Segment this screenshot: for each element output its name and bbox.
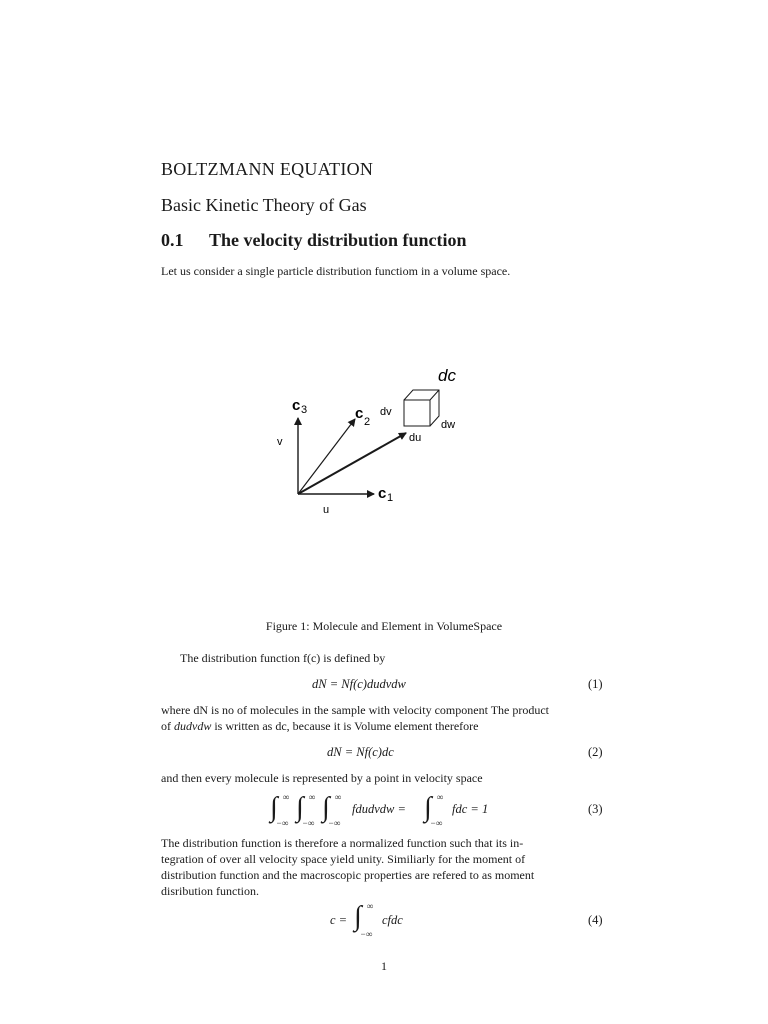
du-label: du — [409, 432, 422, 444]
explanation-suffix: is written as dc, because it is Volume element therefore — [211, 719, 479, 733]
equation-4-integrand: cfdc — [382, 913, 403, 927]
velocity-vector — [298, 433, 406, 494]
dc-label: dc — [438, 366, 456, 385]
v-axis-label: v — [277, 436, 283, 448]
equation-1-number: (1) — [588, 677, 603, 691]
document-subtitle: Basic Kinetic Theory of Gas — [161, 195, 367, 215]
dw-label: dw — [441, 419, 456, 431]
document-title: BOLTZMANN EQUATION — [161, 159, 374, 179]
section-heading — [161, 230, 467, 251]
explanation-math: dudvdw — [174, 719, 212, 733]
integral-4-lower: −∞ — [430, 818, 443, 828]
equation-1: dN = Nf(c)dudvdw — [312, 677, 406, 691]
intro-paragraph: Let us consider a single particle distribution functiom in a volume space. — [161, 264, 511, 278]
c2-label: c — [355, 405, 364, 422]
section-title: The velocity distribution function — [209, 230, 467, 250]
integral-3-lower: −∞ — [328, 818, 341, 828]
equation-4-number: (4) — [588, 913, 603, 927]
c2-axis — [298, 419, 355, 494]
equation-3-rhs-group — [424, 792, 489, 832]
integral-3-upper: ∞ — [335, 792, 342, 802]
equation-4 — [330, 901, 450, 941]
integral-2-lower: −∞ — [302, 818, 315, 828]
dv-label: dv — [380, 406, 392, 418]
c2-subscript: 2 — [364, 416, 371, 428]
section-number: 0.1 — [161, 230, 184, 250]
integral-2-upper: ∞ — [309, 792, 316, 802]
figure-caption: Figure 1: Molecule and Element in VolumeSpace — [265, 619, 503, 633]
c3-subscript: 3 — [301, 404, 308, 416]
paragraph-normalization-line-4: disribution function. — [161, 884, 259, 898]
integral-4-upper: ∞ — [437, 792, 444, 802]
c3-label: c — [292, 397, 301, 414]
paragraph-normalization-line-2: tegration of over all velocity space yield unity. Similiarly for the moment of — [161, 852, 526, 866]
u-axis-label: u — [323, 504, 330, 516]
equation-2: dN = Nf(c)dc — [327, 745, 394, 759]
paragraph-normalization-line-1: The distribution function is therefore a normalized function such that its in- — [161, 836, 524, 850]
integral-1-lower: −∞ — [276, 818, 289, 828]
equation-2-number: (2) — [588, 745, 603, 759]
integral-sign-2: ∫ — [296, 792, 304, 823]
integral-sign-3: ∫ — [322, 792, 330, 823]
explanation-prefix: of — [161, 719, 174, 733]
equation-3-rhs: fdc = 1 — [452, 802, 489, 816]
paragraph-explanation-line-1: where dN is no of molecules in the sample with velocity component The product — [161, 703, 550, 717]
volume-element-cube — [404, 390, 439, 426]
equation-3-number: (3) — [588, 802, 603, 816]
paragraph-definition: The distribution function f(c) is defined by — [180, 651, 386, 665]
equation-4-lhs: c = — [330, 913, 348, 927]
c1-subscript: 1 — [387, 492, 394, 504]
paragraph-normalization-line-3: distribution function and the macroscopic properties are refered to as moment — [161, 868, 535, 882]
integral-sign-4: ∫ — [424, 792, 432, 823]
integral-5-lower: −∞ — [360, 929, 373, 939]
integral-5-upper: ∞ — [367, 901, 374, 911]
integral-sign-5: ∫ — [354, 901, 362, 932]
integral-1-upper: ∞ — [283, 792, 290, 802]
paragraph-explanation-line-2 — [161, 718, 478, 734]
c1-label: c — [378, 485, 387, 502]
paragraph-velocity-space: and then every molecule is represented by a point in velocity space — [161, 771, 483, 785]
equation-3-integrand: fdudvdw = — [352, 802, 406, 816]
page-number: 1 — [381, 959, 387, 973]
integral-sign-1: ∫ — [270, 792, 278, 823]
velocity-space-figure — [260, 360, 480, 520]
